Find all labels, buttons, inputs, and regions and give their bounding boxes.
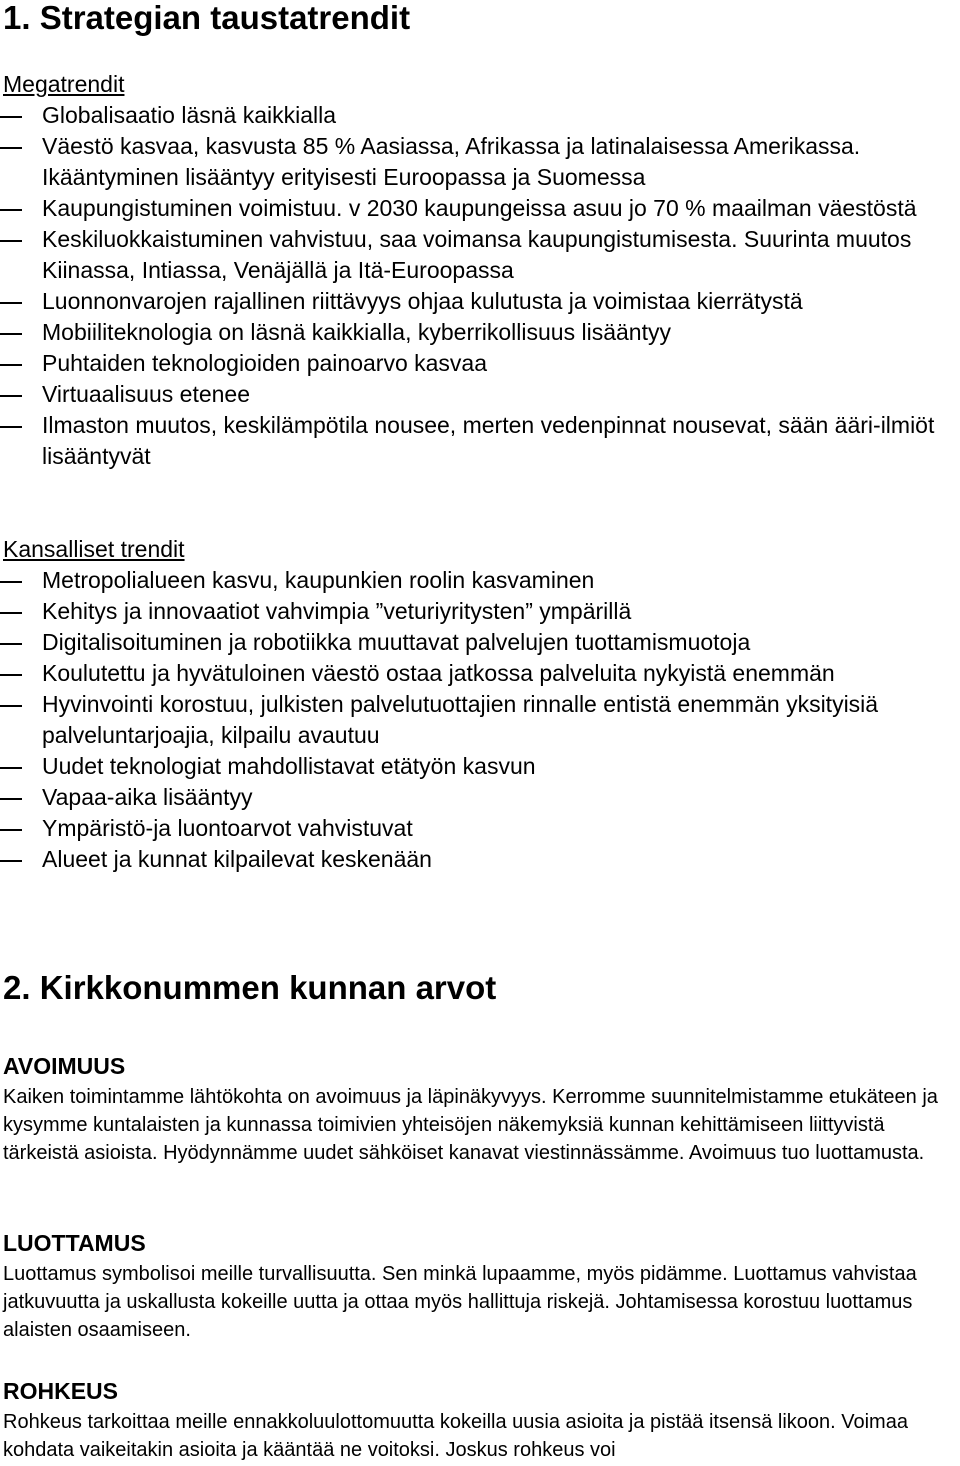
- section-1-title: 1. Strategian taustatrendit: [3, 0, 411, 36]
- list-item: Mobiiliteknologia on läsnä kaikkialla, kyberrikollisuus lisääntyy: [0, 317, 958, 348]
- dash-bullet-icon: [0, 612, 22, 614]
- national-trends-list: [0, 565, 958, 875]
- list-item: Globalisaatio läsnä kaikkialla: [0, 100, 958, 131]
- dash-bullet-icon: [0, 426, 22, 428]
- list-item: Kaupungistuminen voimistuu. v 2030 kaupungeissa asuu jo 70 % maailman väestöstä: [0, 193, 958, 224]
- dash-bullet-icon: [0, 705, 22, 707]
- list-item: Hyvinvointi korostuu, julkisten palvelutuottajien rinnalle entistä enemmän yksityisiä palveluntarjoajia, kilpailu avautuu: [0, 689, 958, 751]
- list-item: Keskiluokkaistuminen vahvistuu, saa voimansa kaupungistumisesta. Suurinta muutos Kiinassa, Intiassa, Venäjällä ja Itä-Euroopassa: [0, 224, 958, 286]
- list-item: Koulutettu ja hyvätuloinen väestö ostaa jatkossa palveluita nykyistä enemmän: [0, 658, 958, 689]
- dash-bullet-icon: [0, 581, 22, 583]
- dash-bullet-icon: [0, 395, 22, 397]
- dash-bullet-icon: [0, 798, 22, 800]
- dash-bullet-icon: [0, 209, 22, 211]
- list-item: Metropolialueen kasvu, kaupunkien roolin kasvaminen: [0, 565, 958, 596]
- list-item: Digitalisoituminen ja robotiikka muuttavat palvelujen tuottamismuotoja: [0, 627, 958, 658]
- list-item: Virtuaalisuus etenee: [0, 379, 958, 410]
- list-item: Luonnonvarojen rajallinen riittävyys ohjaa kulutusta ja voimistaa kierrätystä: [0, 286, 958, 317]
- dash-bullet-icon: [0, 364, 22, 366]
- list-item: Ilmaston muutos, keskilämpötila nousee, merten vedenpinnat nousevat, sään ääri-ilmiöt lisääntyvät: [0, 410, 958, 472]
- megatrends-heading: Megatrendit: [3, 71, 125, 97]
- dash-bullet-icon: [0, 674, 22, 676]
- dash-bullet-icon: [0, 147, 22, 149]
- value-text-luottamus: Luottamus symbolisoi meille turvallisuutta. Sen minkä lupaamme, myös pidämme. Luottamus vahvistaa jatkuvuutta ja uskallusta kokeille uutta ja ottaa myös hallittuja riskejä. Johtamisessa korostuu luottamus alaisten osaamiseen.: [3, 1263, 917, 1341]
- value-text-avoimuus: Kaiken toimintamme lähtökohta on avoimuus ja läpinäkyvyys. Kerromme suunnitelmistamme etukäteen ja kysymme kuntalaisten ja kunnassa toimivien yhteisöjen näkemyksiä kunnan kehittämiseen liittyvistä tärkeistä asioista. Hyödynnämme uudet sähköiset kanavat viestinnässämme. Avoimuus tuo luottamusta.: [3, 1086, 938, 1164]
- megatrends-list: [0, 100, 958, 472]
- list-item: Vapaa-aika lisääntyy: [0, 782, 958, 813]
- dash-bullet-icon: [0, 860, 22, 862]
- list-item: Kehitys ja innovaatiot vahvimpia ”veturiyritysten” ympärillä: [0, 596, 958, 627]
- dash-bullet-icon: [0, 240, 22, 242]
- dash-bullet-icon: [0, 302, 22, 304]
- dash-bullet-icon: [0, 333, 22, 335]
- value-title-luottamus: LUOTTAMUS: [3, 1230, 146, 1256]
- dash-bullet-icon: [0, 643, 22, 645]
- dash-bullet-icon: [0, 829, 22, 831]
- dash-bullet-icon: [0, 116, 22, 118]
- dash-bullet-icon: [0, 767, 22, 769]
- list-item: Uudet teknologiat mahdollistavat etätyön kasvun: [0, 751, 958, 782]
- value-title-avoimuus: AVOIMUUS: [3, 1053, 126, 1079]
- list-item: Ympäristö-ja luontoarvot vahvistuvat: [0, 813, 958, 844]
- value-title-rohkeus: ROHKEUS: [3, 1378, 119, 1404]
- list-item: Väestö kasvaa, kasvusta 85 % Aasiassa, Afrikassa ja latinalaisessa Amerikassa. Ikääntyminen lisääntyy erityisesti Euroopassa ja Suomessa: [0, 131, 958, 193]
- value-text-rohkeus: Rohkeus tarkoittaa meille ennakkoluulottomuutta kokeilla uusia asioita ja pistää itsensä likoon. Voimaa kohdata vaikeitakin asioita ja kääntää ne voitoksi. Joskus rohkeus voi: [3, 1411, 908, 1461]
- list-item: Alueet ja kunnat kilpailevat keskenään: [0, 844, 958, 875]
- section-2-title: 2. Kirkkonummen kunnan arvot: [3, 969, 497, 1006]
- national-trends-heading: Kansalliset trendit: [3, 536, 185, 562]
- list-item: Puhtaiden teknologioiden painoarvo kasvaa: [0, 348, 958, 379]
